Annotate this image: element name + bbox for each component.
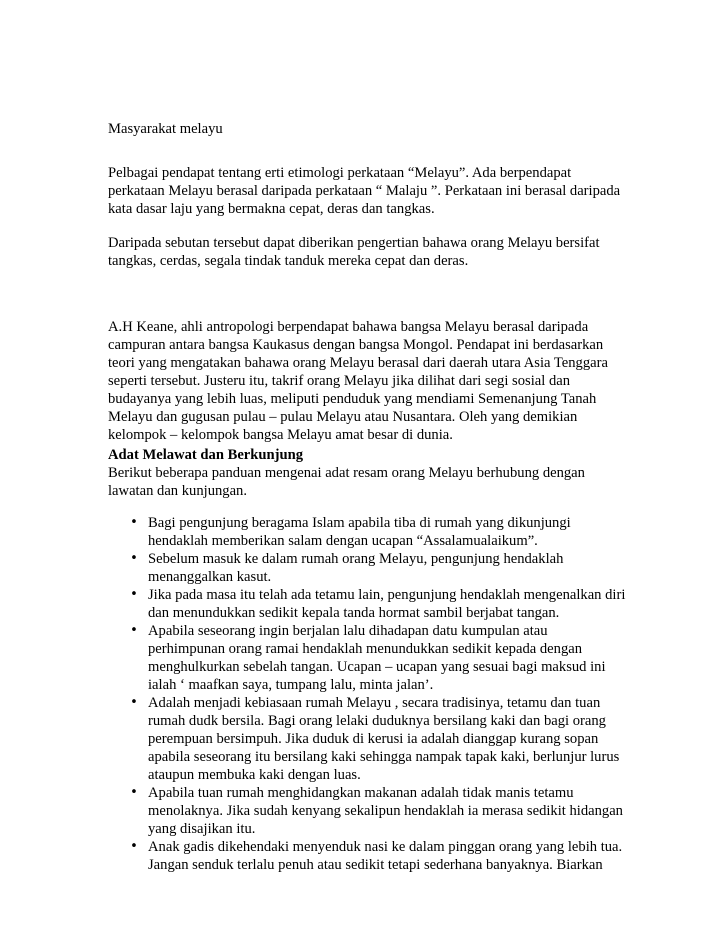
list-item (108, 694, 628, 784)
bullet-icon: • (130, 587, 138, 602)
bullet-icon: • (130, 785, 138, 800)
list-item-text: Sebelum masuk ke dalam rumah orang Melayu, pengunjung hendaklah menanggalkan kasut. (148, 551, 564, 585)
list-item-text: Anak gadis dikehendaki menyenduk nasi ke dalam pinggan orang yang lebih tua. Jangan senduk terlalu penuh atau sedikit tetapi sederhana banyaknya. Biarkan (148, 839, 623, 873)
list-item-text: Jika pada masa itu telah ada tetamu lain, pengunjung hendaklah mengenalkan diri dan menundukkan sedikit kepala tanda hormat sambil berjabat tangan. (148, 587, 626, 621)
list-item-text: Apabila tuan rumah menghidangkan makanan adalah tidak manis tetamu menolaknya. Jika sudah kenyang sekalipun hendaklah ia merasa sedikit hidangan yang disajikan itu. (148, 785, 623, 837)
list-item-text: Adalah menjadi kebiasaan rumah Melayu , secara tradisinya, tetamu dan tuan rumah dudk bersila. Bagi orang lelaki duduknya bersilang kaki dan bagi orang perempuan bersimpuh. Jika duduk di kerusi ia adalah dianggap kurang sopan apabila seseorang itu bersilang kaki sehingga nampak tapak kaki, berlunjur lurus ataupun membuka kaki dengan luas. (148, 695, 620, 783)
paragraph-etymology: Pelbagai pendapat tentang erti etimologi perkataan “Melayu”. Ada berpendapat perkataan Melayu berasal daripada perkataan “ Malaju ”. Perkataan ini berasal daripada kata dasar laju yang bermakna cepat, deras dan tangkas. (108, 165, 621, 217)
document-title: Masyarakat melayu (108, 121, 223, 137)
list-item (108, 622, 628, 694)
list-item (108, 784, 628, 838)
bullet-icon: • (130, 623, 138, 638)
guideline-list (108, 514, 628, 874)
list-item-text: Apabila seseorang ingin berjalan lalu dihadapan datu kumpulan atau perhimpunan orang ramai hendaklah menundukkan sedikit kepada dengan menghulkurkan sebelah tangan. Ucapan – ucapan yang sesuai bagi maksud ini ialah ‘ maafkan saya, tumpang lalu, minta jalan’. (148, 623, 606, 693)
section-intro: Berikut beberapa panduan mengenai adat resam orang Melayu berhubung dengan lawatan dan kunjungan. (108, 465, 585, 499)
list-item (108, 514, 628, 550)
section-heading: Adat Melawat dan Berkunjung (108, 447, 304, 463)
paragraph-keane: A.H Keane, ahli antropologi berpendapat bahawa bangsa Melayu berasal daripada campuran antara bangsa Kaukasus dengan bangsa Mongol. Pendapat ini berdasarkan teori yang mengatakan bahawa orang Melayu berasal dari daerah utara Asia Tenggara seperti tersebut. Justeru itu, takrif orang Melayu jika dilihat dari segi sosial dan budayanya yang lebih luas, meliputi penduduk yang mendiami Semenanjung Tanah Melayu dan gugusan pulau – pulau Melayu atau Nusantara. Oleh yang demikian kelompok – kelompok bangsa Melayu amat besar di dunia. (108, 319, 608, 443)
bullet-icon: • (130, 515, 138, 530)
bullet-icon: • (130, 551, 138, 566)
list-item-text: Bagi pengunjung beragama Islam apabila tiba di rumah yang dikunjungi hendaklah memberikan salam dengan ucapan “Assalamualaikum”. (148, 515, 571, 549)
paragraph-meaning: Daripada sebutan tersebut dapat diberikan pengertian bahawa orang Melayu bersifat tangkas, cerdas, segala tindak tanduk mereka cepat dan deras. (108, 235, 600, 269)
list-item (108, 550, 628, 586)
list-item (108, 586, 628, 622)
bullet-icon: • (130, 695, 138, 710)
bullet-icon: • (130, 839, 138, 854)
list-item (108, 838, 628, 874)
